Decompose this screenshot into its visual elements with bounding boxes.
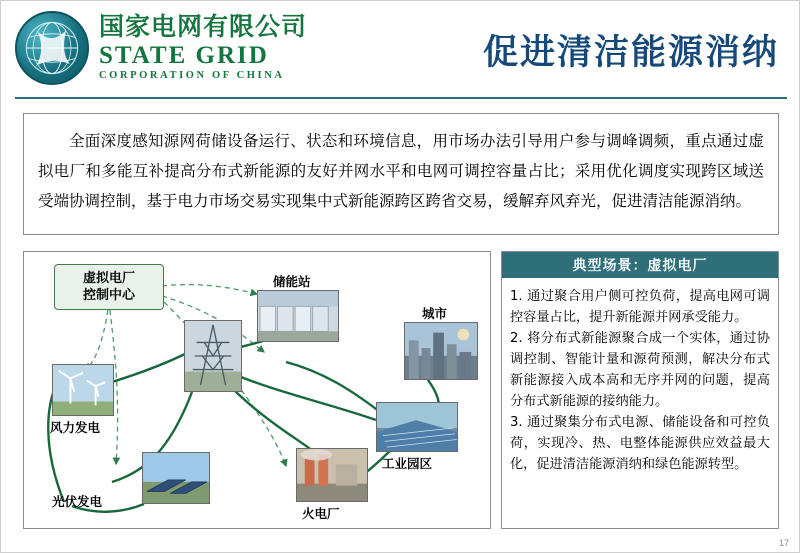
scenario-item-1: 1. 通过聚合用户侧可控负荷，提高电网可调控容量占比，提升新能源并网承受能力。 bbox=[510, 289, 770, 325]
node-industrial-park bbox=[376, 402, 458, 471]
summary-text-box bbox=[23, 113, 779, 235]
vpp-control-center-node bbox=[54, 264, 164, 310]
logo-company-name-en: STATE GRID bbox=[99, 42, 269, 70]
wind-power-label: 风力发电 bbox=[50, 420, 101, 435]
storage-station-image bbox=[257, 290, 339, 342]
page-title: 促进清洁能源消纳 bbox=[482, 33, 779, 73]
logo-company-subtitle-en: CORPORATION OF CHINA bbox=[99, 70, 285, 82]
globe-icon bbox=[17, 13, 87, 83]
globe-logo-icon bbox=[15, 11, 89, 85]
industrial-park-image bbox=[376, 402, 458, 452]
summary-paragraph: 全面深度感知源网荷储设备运行、状态和环境信息，用市场办法引导用户参与调峰调频，重点通过虚拟电厂和多能互补提高分布式新能源的友好并网水平和电网可调控容量占比；采用优化调度实现跨区域送受端协调控制，基于电力市场交易实现集中式新能源跨区跨省交易，缓解弃风弃光，促进清洁能源消纳。 bbox=[38, 132, 764, 210]
wind-power-image bbox=[52, 364, 114, 416]
thermal-plant-image bbox=[296, 448, 368, 502]
virtual-power-plant-diagram bbox=[23, 251, 491, 529]
city-label: 城市 bbox=[422, 306, 448, 321]
node-wind-power bbox=[50, 364, 114, 435]
scenario-item-2: 2. 将分布式新能源聚合成一个实体，通过协调控制、智能计量和源荷预测，解决分布式新能源接入成本高和无序并网的问题，提高分布式新能源的接纳能力。 bbox=[510, 331, 770, 409]
logo-company-name-cn: 国家电网有限公司 bbox=[99, 12, 308, 42]
vpp-label-line1: 虚拟电厂 bbox=[82, 271, 135, 286]
node-transmission-tower bbox=[184, 320, 242, 392]
city-image bbox=[404, 322, 478, 380]
vpp-control-center-label bbox=[83, 270, 135, 304]
slide-header bbox=[1, 1, 800, 97]
industrial-park-label: 工业园区 bbox=[382, 456, 433, 471]
header-divider bbox=[15, 97, 787, 99]
pv-power-image bbox=[142, 452, 210, 504]
thermal-plant-label: 火电厂 bbox=[302, 506, 340, 521]
node-city bbox=[404, 306, 478, 380]
vpp-label-line2: 控制中心 bbox=[82, 288, 135, 303]
scenario-item-3: 3. 通过聚集分布式电源、储能设备和可控负荷，实现冷、热、电整体能源供应效益最大化，促进清洁能源消纳和绿色能源转型。 bbox=[510, 415, 770, 472]
state-grid-logo bbox=[15, 11, 307, 85]
pv-power-label: 光伏发电 bbox=[52, 494, 103, 509]
storage-station-label: 储能站 bbox=[273, 274, 311, 289]
node-thermal-plant bbox=[296, 448, 368, 521]
typical-scenario-title: 典型场景：虚拟电厂 bbox=[502, 252, 778, 278]
typical-scenario-body bbox=[502, 278, 778, 475]
transmission-tower-image bbox=[184, 320, 242, 392]
node-pv-power bbox=[52, 452, 210, 509]
node-storage-station bbox=[257, 274, 339, 342]
typical-scenario-panel bbox=[501, 251, 779, 529]
logo-text-block bbox=[99, 14, 307, 82]
page-number: 17 bbox=[778, 538, 789, 548]
